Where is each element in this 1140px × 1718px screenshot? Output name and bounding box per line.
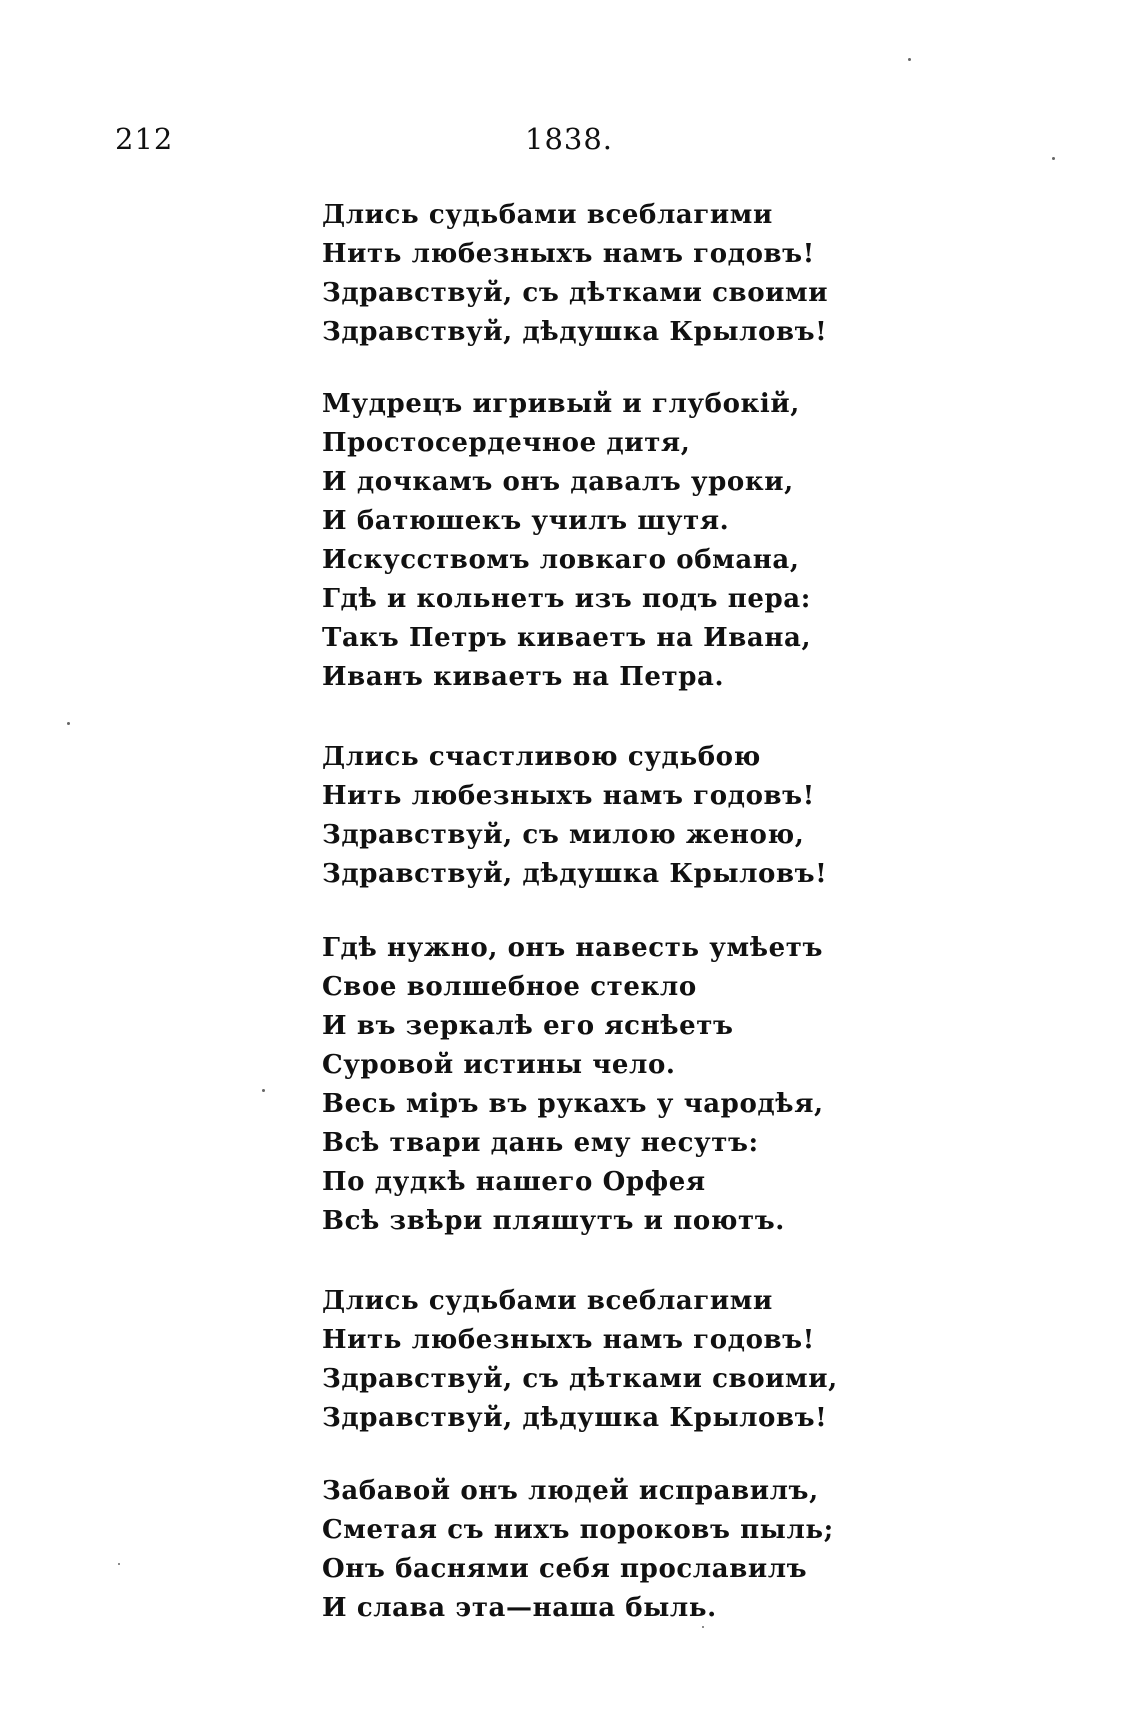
scan-speck [262,1089,265,1092]
scan-speck [908,58,911,61]
verse-line: Весь міръ въ рукахъ у чародѣя, [322,1089,824,1119]
verse-line: Длись счастливою судьбою [322,742,761,772]
scan-speck [1052,157,1055,160]
verse-line: И въ зеркалѣ его яснѣетъ [322,1011,734,1041]
page-number: 212 [115,122,174,156]
verse-line: Гдѣ нужно, онъ навесть умѣетъ [322,933,824,963]
verse-line: Суровой истины чело. [322,1050,676,1080]
verse-line: Здравствуй, дѣдушка Крыловъ! [322,1403,828,1433]
running-head-year: 1838. [525,122,614,156]
scan-speck [118,1563,120,1565]
verse-line: Гдѣ и кольнетъ изъ подъ пера: [322,584,811,614]
stanza-5 [322,1282,1082,1438]
verse-line: Сметая съ нихъ пороковъ пыль; [322,1515,834,1545]
verse-line: Здравствуй, съ милою женою, [322,820,805,850]
stanza-6 [322,1472,1082,1628]
verse-line: Здравствуй, дѣдушка Крыловъ! [322,317,828,347]
verse-line: Онъ баснями себя прославилъ [322,1554,808,1584]
verse-line: Всѣ звѣри пляшутъ и поютъ. [322,1206,785,1236]
verse-line: Нить любезныхъ намъ годовъ! [322,1325,815,1355]
verse-line: И батюшекъ училъ шутя. [322,506,730,536]
scan-speck [702,1626,704,1628]
verse-line: Свое волшебное стекло [322,972,697,1002]
verse-line: Здравствуй, съ дѣтками своими [322,278,829,308]
verse-line: Здравствуй, дѣдушка Крыловъ! [322,859,828,889]
stanza-2 [322,385,1082,697]
verse-line: Такъ Петръ киваетъ на Ивана, [322,623,812,653]
stanza-1 [322,196,1082,352]
verse-line: Здравствуй, съ дѣтками своими, [322,1364,838,1394]
verse-line: Искусствомъ ловкаго обмана, [322,545,800,575]
verse-line: По дудкѣ нашего Орфея [322,1167,706,1197]
verse-line: Простосердечное дитя, [322,428,691,458]
verse-line: И дочкамъ онъ давалъ уроки, [322,467,794,497]
verse-line: Нить любезныхъ намъ годовъ! [322,781,815,811]
verse-line: Иванъ киваетъ на Петра. [322,662,725,692]
stanza-3 [322,738,1082,894]
verse-line: И слава эта—наша быль. [322,1593,717,1623]
scan-speck [67,722,70,725]
verse-line: Длись судьбами всеблагими [322,200,773,230]
verse-line: Всѣ твари дань ему несутъ: [322,1128,759,1158]
verse-line: Длись судьбами всеблагими [322,1286,773,1316]
verse-line: Забавой онъ людей исправилъ, [322,1476,819,1506]
verse-line: Мудрецъ игривый и глубокій, [322,389,800,419]
stanza-4 [322,929,1082,1241]
verse-line: Нить любезныхъ намъ годовъ! [322,239,815,269]
